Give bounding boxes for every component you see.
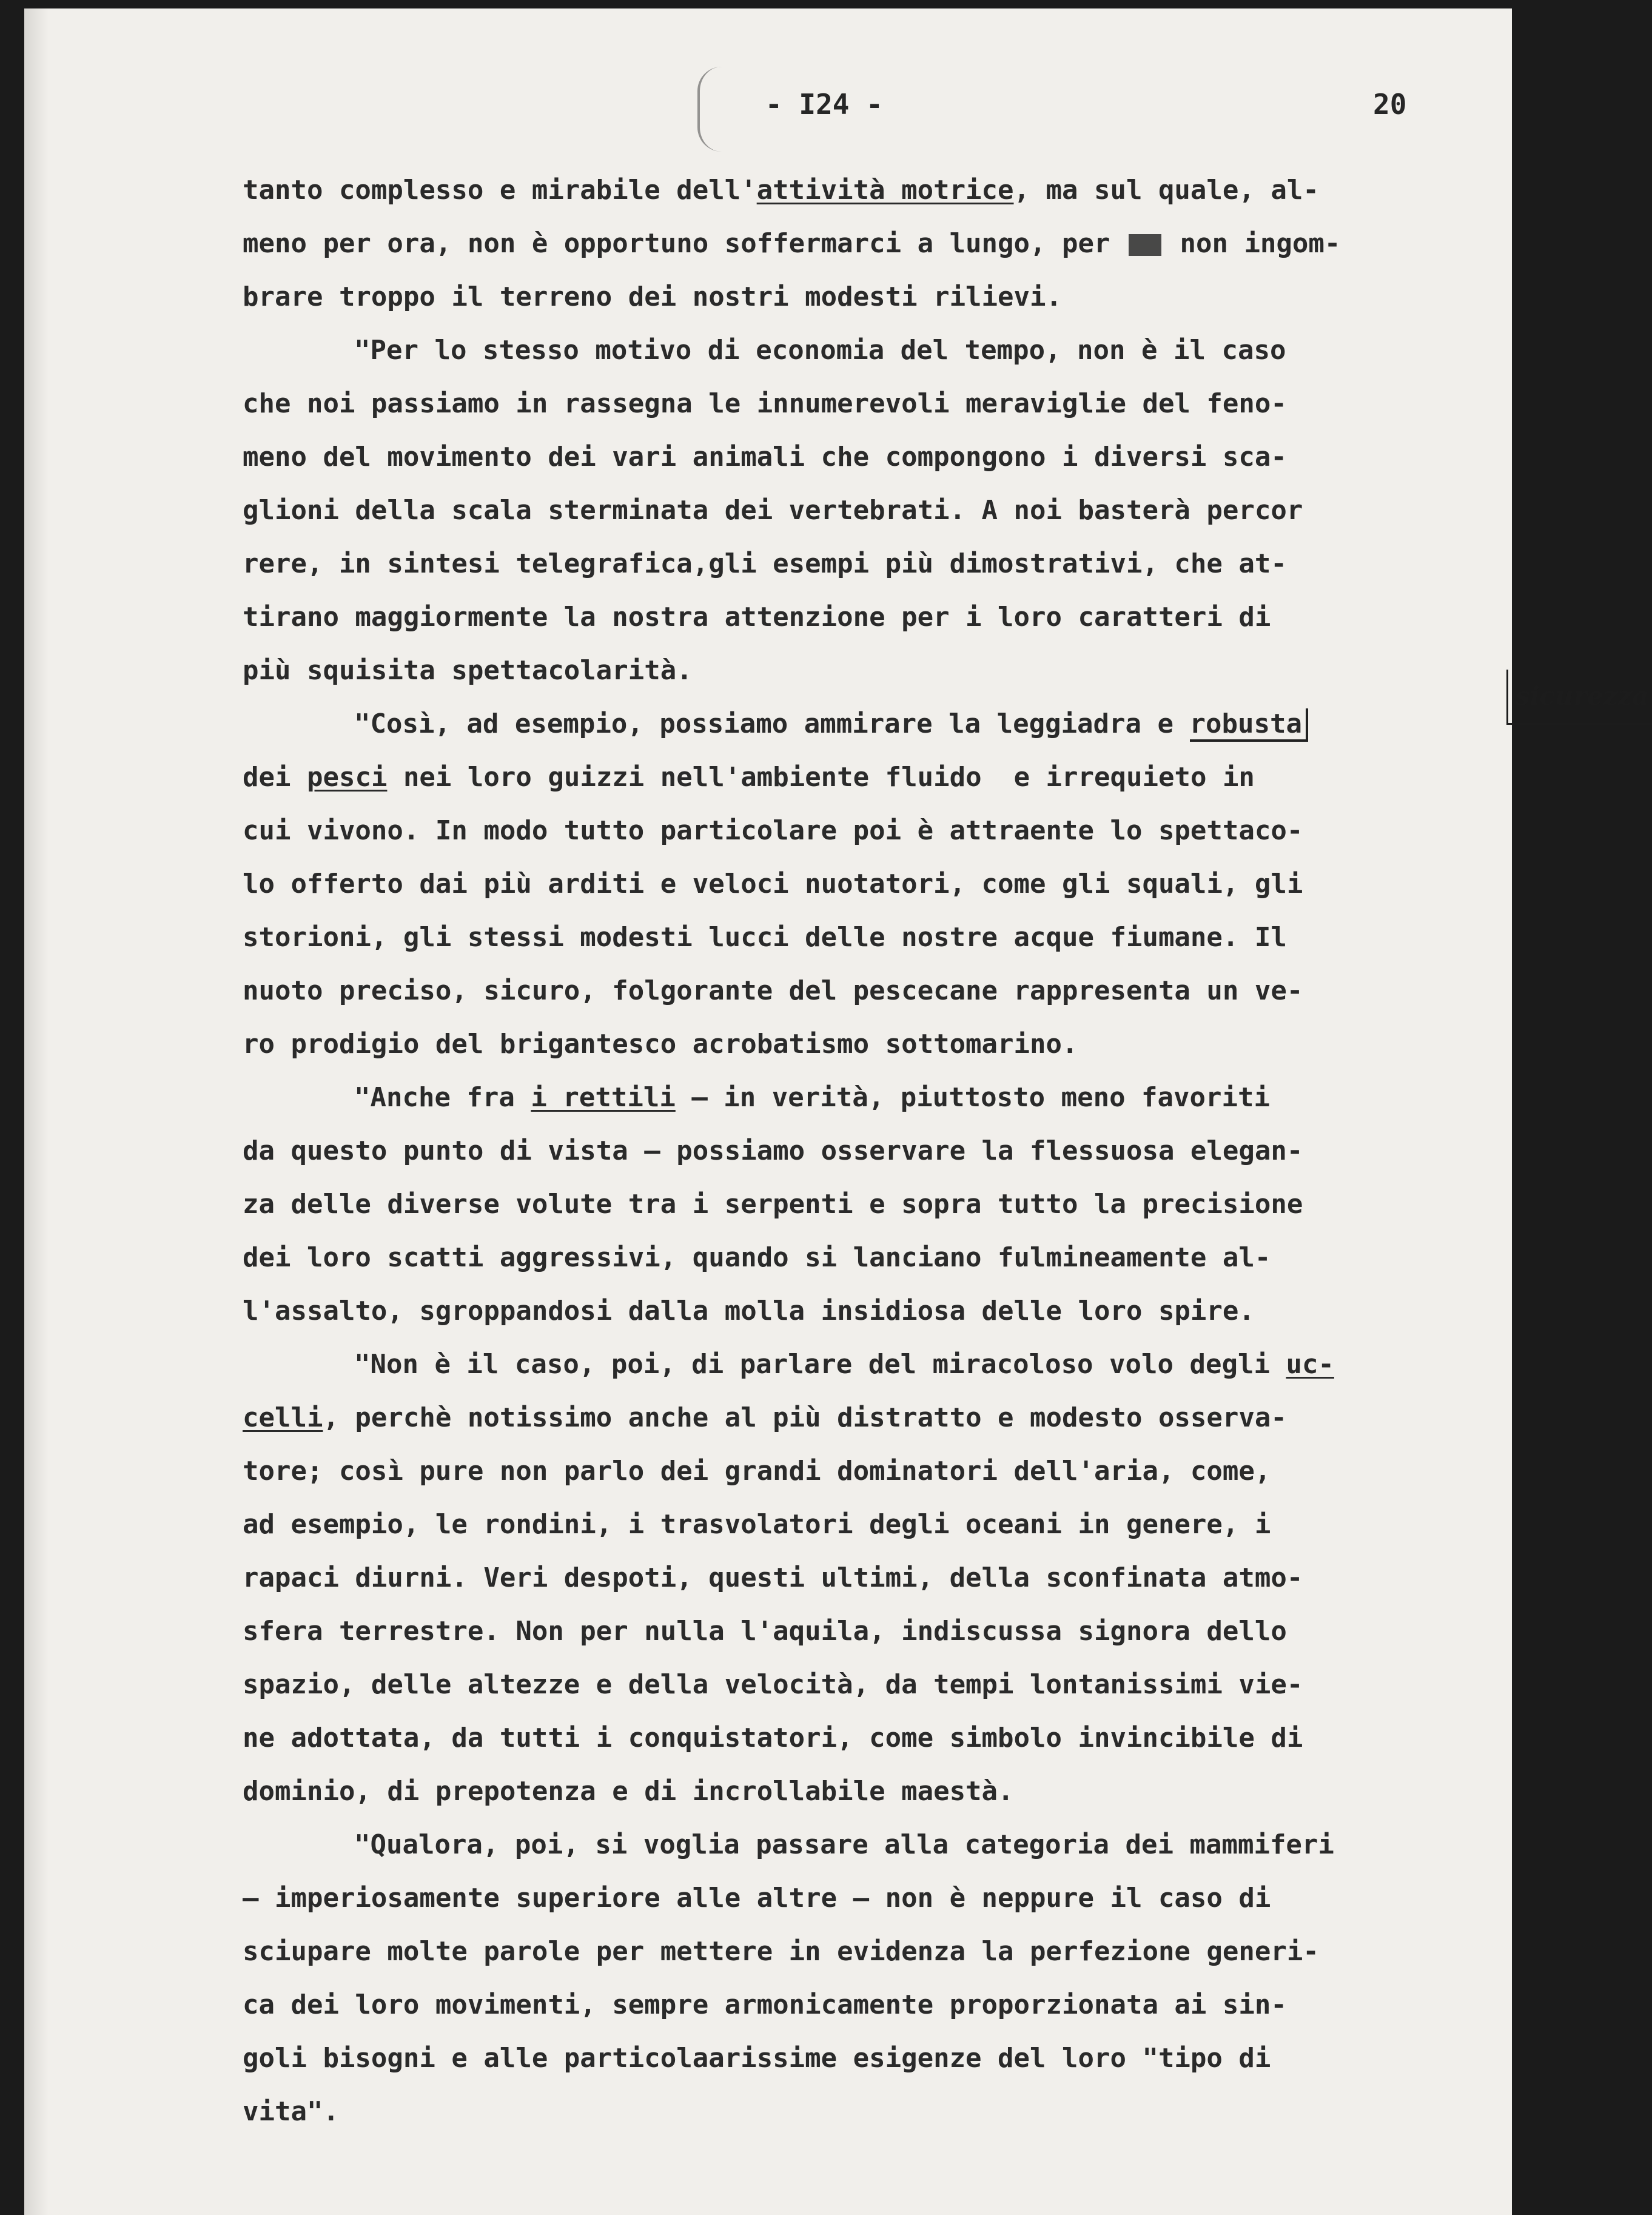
text-line: "Per lo stesso motivo di economia del tempo, non è il caso — [354, 335, 1286, 366]
typewritten-body — [243, 164, 1649, 2139]
text-line: spazio, delle altezze e della velocità, da tempi lontanissimi vie- — [243, 1669, 1303, 1700]
struck-out-word — [1129, 234, 1161, 256]
text-line: l'assalto, sgroppandosi dalla molla insidiosa delle loro spire. — [243, 1296, 1255, 1326]
page-number: - I24 - — [765, 88, 883, 121]
boxed-word: robusta — [1190, 708, 1308, 742]
text-line — [243, 681, 1649, 751]
text-line: tirano maggiormente la nostra attenzione per i loro caratteri di — [243, 602, 1271, 633]
text-line: sciupare molte parole per mettere in evidenza la perfezione generi- — [243, 1936, 1319, 1967]
text-line: goli bisogni e alle particolaarissime esigenze del loro "tipo di — [243, 2043, 1271, 2074]
text-line: lo offerto dai più arditi e veloci nuotatori, come gli squali, gli — [243, 869, 1303, 899]
handwritten-correction: sicurezza — [1506, 670, 1652, 725]
text-run: , perchè notissimo anche al più distratto e modesto osserva- — [323, 1402, 1287, 1433]
text-line: rapaci diurni. Veri despoti, questi ultimi, della sconfinata atmo- — [243, 1562, 1303, 1593]
text-line: — imperiosamente superiore alle altre — non è neppure il caso di — [243, 1883, 1271, 1914]
paper-edge-shadow — [24, 8, 49, 2215]
text-line: za delle diverse volute tra i serpenti e sopra tutto la precisione — [243, 1189, 1303, 1220]
text-run: nei loro guizzi nell'ambiente fluido e irrequieto in — [403, 762, 1255, 793]
text-line — [243, 1071, 1492, 1124]
text-line: cui vivono. In modo tutto particolare poi è attraente lo spettaco- — [243, 815, 1303, 846]
text-run: tanto complesso e mirabile dell' — [243, 175, 757, 206]
text-line: ne adottata, da tutti i conquistatori, come simbolo invincibile di — [243, 1723, 1303, 1753]
text-line — [243, 217, 1492, 271]
text-line: ro prodigio del brigantesco acrobatismo sottomarino. — [243, 1029, 1078, 1060]
text-line: più squisita spettacolarità. — [243, 655, 693, 686]
text-run: , ma sul quale, al- — [1013, 175, 1319, 206]
text-line: ad esempio, le rondini, i trasvolatori degli oceani in genere, i — [243, 1509, 1271, 1540]
text-line: meno del movimento dei vari animali che compongono i diversi sca- — [243, 442, 1287, 472]
text-line: tore; così pure non parlo dei grandi dominatori dell'aria, come, — [243, 1456, 1271, 1487]
text-line: da questo punto di vista — possiamo osservare la flessuosa elegan- — [243, 1135, 1303, 1166]
text-run: — in verità, piuttosto meno favoriti — [691, 1082, 1270, 1113]
text-line — [243, 1338, 1492, 1391]
text-run: "Anche fra — [354, 1082, 515, 1113]
text-line: "Qualora, poi, si voglia passare alla categoria dei mammiferi — [354, 1829, 1334, 1860]
text-run: non ingom- — [1180, 228, 1341, 259]
text-run: dei — [243, 762, 291, 793]
text-line: ca dei loro movimenti, sempre armonicamente proporzionata ai sin- — [243, 1989, 1287, 2020]
text-line: rere, in sintesi telegrafica,gli esempi più dimostrativi, che at- — [243, 548, 1287, 579]
text-run: "Così, ad esempio, possiamo ammirare la leggiadra e — [354, 708, 1174, 739]
text-run: "Non è il caso, poi, di parlare del miracoloso volo degli — [354, 1349, 1270, 1380]
text-line — [243, 1391, 1492, 1445]
text-line: dei loro scatti aggressivi, quando si lanciano fulmineamente al- — [243, 1242, 1271, 1273]
underlined-term: attività motrice — [756, 175, 1014, 206]
text-line: vita". — [243, 2096, 339, 2127]
text-line: storioni, gli stessi modesti lucci delle nostre acque fiumane. Il — [243, 922, 1287, 953]
text-line: sfera terrestre. Non per nulla l'aquila, indiscussa signora dello — [243, 1616, 1287, 1647]
text-line: che noi passiamo in rassegna le innumerevoli meraviglie del feno- — [243, 388, 1287, 419]
underlined-term: celli — [243, 1402, 323, 1433]
text-run: meno per ora, non è opportuno soffermarci a lungo, per — [243, 228, 1110, 259]
text-line: glioni della scala sterminata dei vertebrati. A noi basterà percor — [243, 495, 1303, 526]
text-line — [243, 164, 1492, 217]
underlined-term: uc- — [1286, 1349, 1334, 1380]
text-line: nuoto preciso, sicuro, folgorante del pescecane rappresenta un ve- — [243, 975, 1303, 1006]
margin-bracket-mark — [697, 67, 724, 152]
sheet-number: 20 — [1373, 88, 1407, 121]
text-line: dominio, di prepotenza e di incrollabile maestà. — [243, 1776, 1014, 1807]
text-line: brare troppo il terreno dei nostri modesti rilievi. — [243, 281, 1063, 312]
text-line — [243, 751, 1492, 804]
underlined-term: i rettili — [531, 1082, 676, 1113]
underlined-term: pesci — [306, 762, 388, 793]
